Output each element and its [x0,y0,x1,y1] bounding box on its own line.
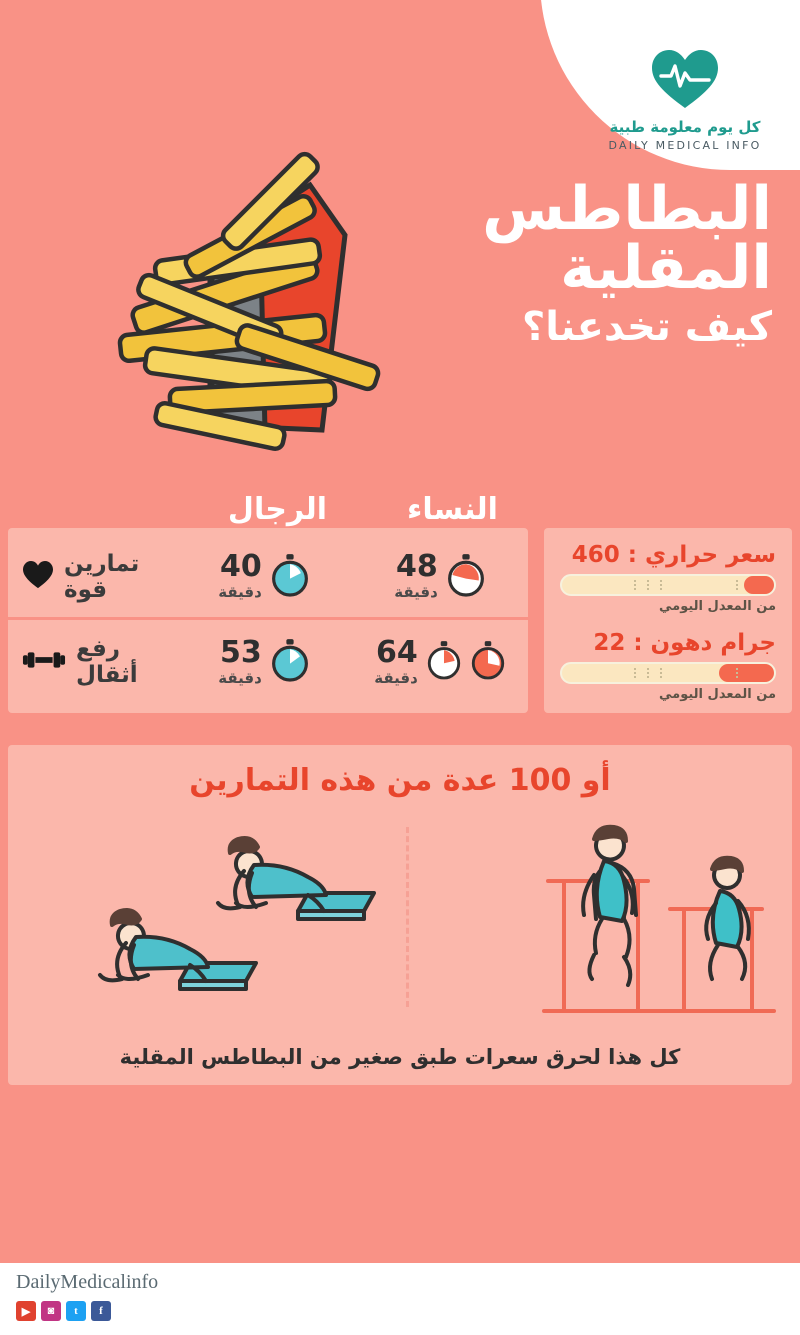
exercise-type-strength [8,551,176,603]
brand-name-en: DAILY MEDICAL INFO [608,139,762,152]
step-up-exercise-icon [666,858,774,1011]
heart-pulse-icon [649,46,721,112]
nutrition-label: سعر حراري : 460 [571,542,776,568]
title-line-2: المقلية [560,232,772,303]
page-title [482,174,772,350]
comparison-card [8,528,528,713]
women-strength-value: 48 [396,549,438,584]
exercise-type-weights [8,636,176,688]
men-weights-unit: دقيقة [218,668,262,687]
header-men: الرجال [227,492,328,527]
brand-badge [540,0,800,170]
exercise-reps-title: أو 100 عدة من هذه التمارين [189,763,611,798]
women-cell-weights [352,634,528,687]
french-fries-icon [60,130,400,470]
stopwatch-icon [270,553,310,601]
nutrition-row [560,630,776,702]
nutrition-label: جرام دهون : 22 [593,630,776,656]
men-cell-weights [176,634,352,687]
men-weights-value: 53 [220,634,262,670]
exercise-type-label: تمارين قوة [64,550,140,603]
header-women: النساء [407,492,498,527]
brand-name-ar: كل يوم معلومة طبية [609,118,761,136]
calorie-bar-ticks [562,576,774,594]
nutrition-card [544,528,792,713]
fat-bar [560,662,776,684]
men-cell-strength [176,549,352,601]
footer [0,1263,800,1335]
stopwatch-icon [470,640,506,684]
men-strength-value: 40 [220,549,262,584]
nutrition-row [560,542,776,614]
facebook-icon[interactable]: f [91,1301,111,1321]
comparison-row [8,620,528,704]
twitter-icon[interactable]: t [66,1301,86,1321]
exercise-reps-caption: كل هذا لحرق سعرات طبق صغير من البطاطس المقلية [119,1045,681,1069]
title-line-1: البطاطس [482,174,772,244]
comparison-row [8,536,528,620]
social-links [16,1301,800,1321]
women-weights-unit: دقيقة [374,668,418,687]
fat-bar-ticks [562,664,774,682]
dumbbell-icon [22,649,66,675]
calorie-bar [560,574,776,596]
women-strength-unit: دقيقة [394,583,438,601]
push-up-exercise-icon [100,910,256,989]
women-cell-strength [352,549,528,601]
step-up-exercise-icon [544,827,668,1011]
men-strength-unit: دقيقة [218,583,262,601]
heart-icon [22,560,54,594]
youtube-icon[interactable]: ▶ [16,1301,36,1321]
exercise-illustrations [8,815,792,1025]
stopwatch-icon [270,638,310,686]
comparison-headers [0,492,540,527]
stopwatch-icon [426,640,462,684]
exercise-reps-card [8,745,792,1085]
instagram-icon[interactable]: ◙ [41,1301,61,1321]
women-weights-value: 64 [376,634,418,670]
nutrition-caption: من المعدل اليومي [659,687,776,702]
title-subtitle: كيف تخدعنا؟ [522,303,772,350]
push-up-exercise-icon [218,838,374,919]
nutrition-caption: من المعدل اليومي [659,599,776,614]
stopwatch-icon [446,553,486,601]
exercise-type-label: رفع أثقال [76,636,138,688]
site-name: DailyMedicalinfo [16,1271,159,1293]
